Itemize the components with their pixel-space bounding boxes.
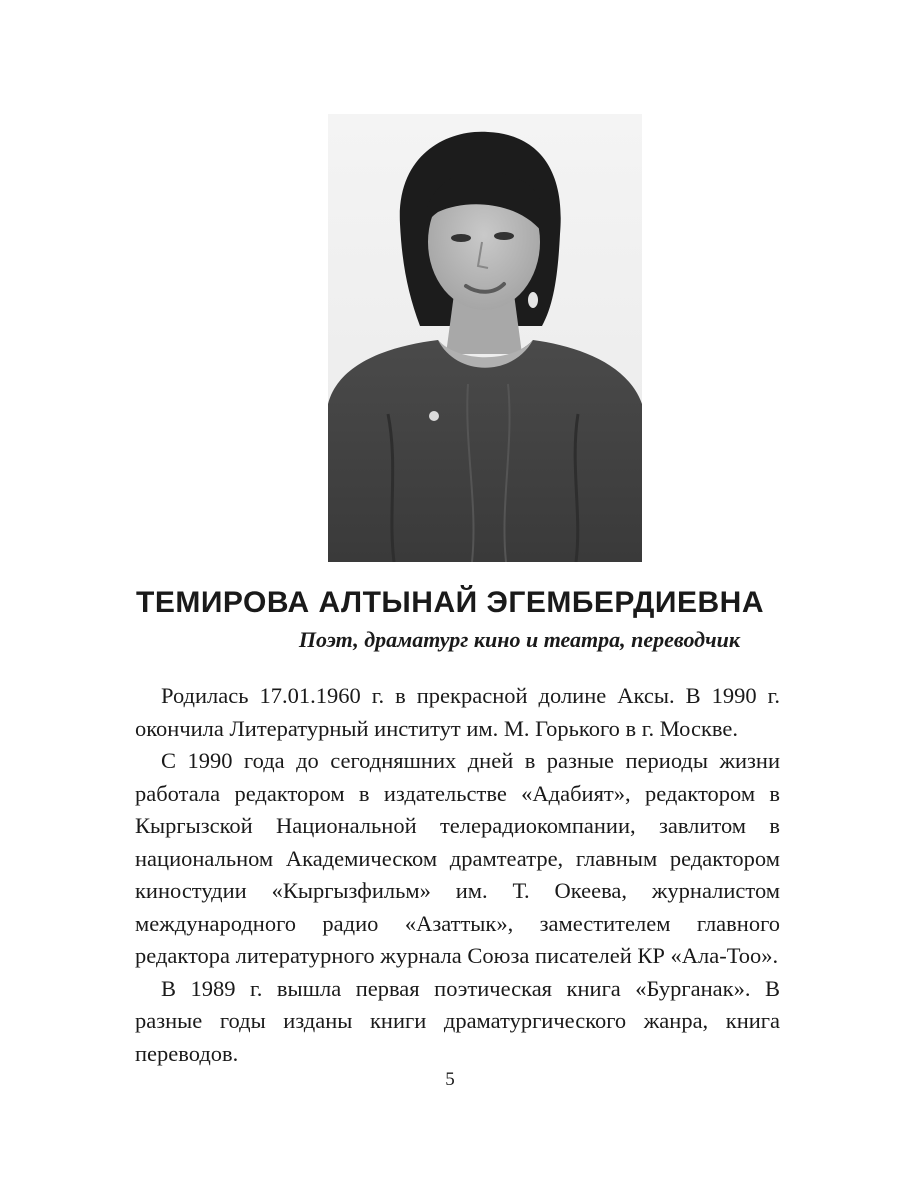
biography xyxy=(135,680,780,1070)
bio-paragraph: Родилась 17.01.1960 г. в прекрасной долине Аксы. В 1990 г. окончила Литературный институт им. М. Горького в г. Москве. xyxy=(135,683,780,741)
bio-paragraph: С 1990 года до сегодняшних дней в разные периоды жизни работала редактором в издательстве «Адабият», редактором в Кыргызской Национальной телерадиокомпании, завлитом в национальном Академическом драмтеатре, главным редактором киностудии «Кыргызфильм» им. Т. Океева, журналистом международного радио «Азаттык», заместителем главного редактора литературного журнала Союза писателей КР «Ала-Тоо». xyxy=(135,748,780,968)
bio-paragraph: В 1989 г. вышла первая поэтическая книга «Бурганак». В разные годы изданы книги драматургического жанра, книга переводов. xyxy=(135,975,780,1066)
page-number: 5 xyxy=(445,1069,455,1090)
author-portrait xyxy=(328,114,642,562)
author-name: ТЕМИРОВА АЛТЫНАЙ ЭГЕМБЕРДИЕВНА xyxy=(136,586,764,619)
author-role: Поэт, драматург кино и театра, переводчик xyxy=(298,627,740,652)
